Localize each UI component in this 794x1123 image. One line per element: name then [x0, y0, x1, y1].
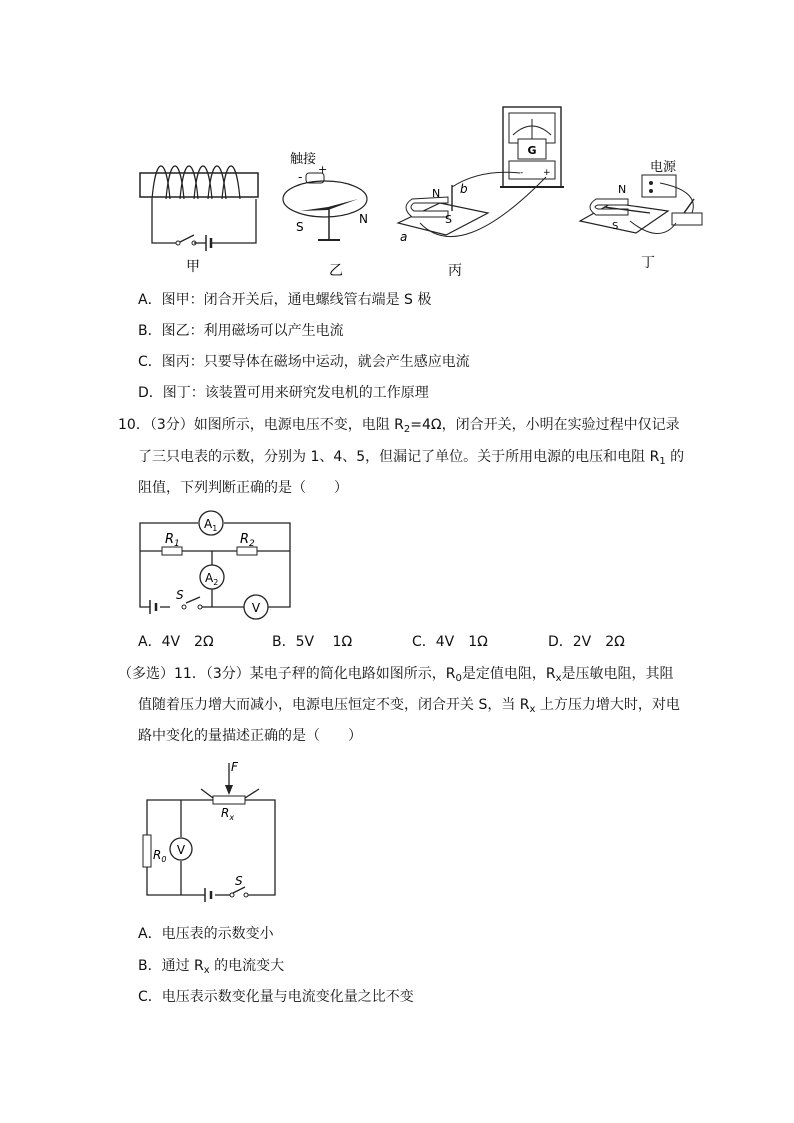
q9-option-b: B．图乙：利用磁场可以产生电流 — [138, 323, 344, 339]
figure-jia — [140, 166, 258, 275]
q10-a1-label: $A_1$ — [204, 517, 218, 533]
q11-voltmeter-label: V — [176, 843, 186, 857]
figure-row — [0, 95, 794, 285]
power-label: 电源 — [650, 160, 677, 175]
q10-option-c: C．4V 1Ω — [412, 634, 488, 650]
q10-r1-label: $R_1$ — [165, 532, 180, 549]
galvanometer-label: G — [527, 144, 537, 157]
q10-a2-label: $A_2$ — [205, 571, 219, 587]
q9-option-c: C．图丙：只要导体在磁场中运动，就会产生感应电流 — [138, 354, 470, 370]
plus-sign: + — [318, 163, 328, 176]
ding-pole-n: N — [618, 183, 627, 196]
point-b: b — [460, 182, 468, 196]
q10-line-1: 10．（3分）如图所示，电源电压不变，电阻 $R_2=4\Omega$，闭合开关，小明在实验过程中仅记录 — [118, 417, 680, 435]
yi-pole-s: S — [296, 220, 304, 234]
touch-label: 触接 — [290, 152, 317, 167]
q11-switch-label: S — [235, 874, 243, 888]
q10-option-a: A．4V 2Ω — [138, 634, 214, 650]
q11-option-a: A．电压表的示数变小 — [138, 926, 274, 942]
figure-jia-label: 甲 — [186, 259, 200, 275]
q10-voltmeter-label: V — [251, 601, 261, 615]
figure-yi — [283, 151, 368, 279]
q10-line-3: 阻值，下列判断正确的是（ ） — [138, 480, 348, 496]
q10-line-2: 了三只电表的示数，分别为 1、4、5，但漏记了单位。关于所用电源的电压和电阻 $R_1$ 的 — [138, 449, 685, 467]
q10-option-b: B．5V 1Ω — [272, 634, 353, 650]
q10-option-d: D．2V 2Ω — [548, 634, 625, 650]
figure-ding-label: 丁 — [641, 255, 655, 271]
force-label: F — [231, 760, 238, 774]
q11-option-c: C．电压表示数变化量与电流变化量之比不变 — [138, 989, 414, 1005]
q11-line-2: 值随着压力增大而减小，电源电压恒定不变，闭合开关 S，当 $R_x$ 上方压力增大时，对电 — [138, 697, 680, 715]
figure-bing — [398, 107, 564, 279]
figure-bing-label: 丙 — [448, 263, 462, 279]
q11-rx-label: $R_x$ — [221, 806, 235, 822]
bing-pole-s: S — [445, 213, 452, 226]
q9-option-a: A．图甲：闭合开关后，通电螺线管右端是 S 极 — [138, 292, 432, 308]
q11-circuit — [135, 755, 285, 905]
g-plus: + — [543, 168, 551, 178]
yi-pole-n: N — [359, 212, 368, 226]
figure-yi-label: 乙 — [329, 263, 343, 279]
q11-line-3: 路中变化的量描述正确的是（ ） — [138, 728, 362, 744]
q9-option-d: D．图丁：该装置可用来研究发电机的工作原理 — [138, 385, 429, 401]
point-a: a — [400, 230, 408, 244]
figure-ding — [580, 159, 702, 271]
q11-r0-label: $R_0$ — [153, 848, 167, 864]
g-minus: - — [520, 168, 524, 178]
ding-pole-s: S — [612, 221, 619, 232]
q11-line-1: （多选）11．（3分）某电子秤的简化电路如图所示，$R_0$是定值电阻，$R_x$是压敏电阻，其阻 — [118, 666, 674, 684]
minus-sign: - — [298, 170, 303, 184]
q10-r2-label: $R_2$ — [240, 532, 255, 549]
q11-option-b: B．通过 $R_x$ 的电流变大 — [138, 958, 285, 976]
q10-circuit — [130, 505, 300, 620]
bing-pole-n: N — [432, 187, 441, 200]
q10-switch-label: S — [176, 588, 184, 602]
